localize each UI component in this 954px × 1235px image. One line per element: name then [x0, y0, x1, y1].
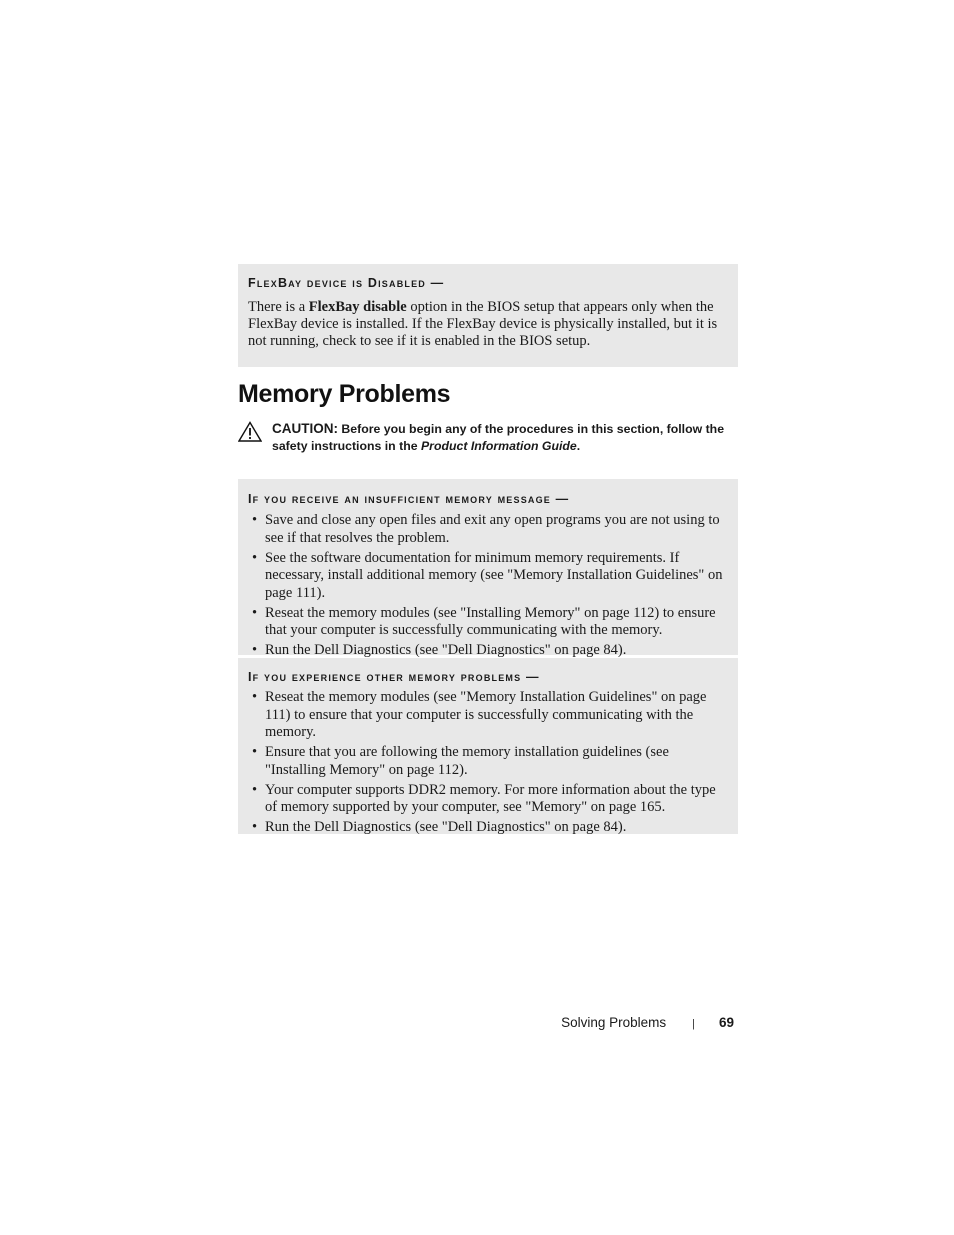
caution-label: CAUTION:	[272, 421, 338, 436]
page-footer	[561, 1015, 734, 1030]
list-item	[248, 550, 728, 603]
list-item-text: Save and close any open files and exit any open programs you are not using to see if that resolves the problem.	[265, 512, 720, 546]
caution-end: .	[576, 439, 581, 453]
bullet-icon: •	[252, 642, 258, 658]
bullet-icon: •	[252, 689, 258, 705]
list-item-text: Reseat the memory modules (see "Installing Memory" on page 112) to ensure that your computer is successfully communicating with the memory.	[265, 604, 716, 638]
list-item-text: Your computer supports DDR2 memory. For more information about the type of memory supported by your computer, see "Memory" on page 165.	[265, 781, 716, 815]
flexbay-heading: FlexBay device is Disabled —	[248, 276, 445, 290]
page-number: 69	[718, 1015, 734, 1030]
flexbay-paragraph	[248, 299, 728, 350]
other-memory-heading: If you experience other memory problems —	[248, 670, 540, 684]
insufficient-memory-list	[248, 512, 728, 660]
list-item	[248, 819, 728, 837]
list-item	[248, 605, 728, 640]
bullet-icon: •	[252, 781, 258, 798]
footer-separator: |	[692, 1018, 695, 1030]
list-item	[248, 744, 728, 779]
bullet-icon: •	[252, 604, 258, 621]
caution-text	[272, 420, 738, 455]
section-title: Memory Problems	[238, 380, 451, 408]
bullet-icon: •	[252, 819, 258, 835]
bullet-icon: •	[252, 744, 258, 760]
insufficient-memory-heading: If you receive an insufficient memory message —	[248, 492, 570, 506]
list-item	[248, 642, 728, 660]
flexbay-text-after: option in the BIOS setup that appears only when the FlexBay device is installed. If the FlexBay device is physically installed, but it is not running, check to see if it is enabled in the BIOS setup.	[248, 299, 718, 349]
insufficient-memory-box	[238, 479, 738, 658]
bullet-icon: •	[252, 512, 258, 528]
bullet-icon: •	[252, 549, 258, 566]
footer-section-name: Solving Problems	[561, 1015, 667, 1030]
caution-notice	[238, 420, 738, 455]
flexbay-bold-term: FlexBay disable	[308, 299, 407, 315]
list-item-text: Run the Dell Diagnostics (see "Dell Diagnostics" on page 84).	[265, 819, 627, 835]
warning-triangle-icon	[238, 421, 262, 442]
list-item	[248, 782, 728, 817]
list-item-text: Ensure that you are following the memory installation guidelines (see "Installing Memory" on page 112).	[265, 744, 669, 778]
caution-reference: Product Information Guide	[420, 439, 577, 453]
flexbay-text-before: There is a	[248, 299, 309, 315]
flexbay-box	[238, 264, 738, 367]
list-item	[248, 512, 728, 547]
other-memory-list	[248, 689, 728, 837]
list-item	[248, 689, 728, 742]
list-item-text: Run the Dell Diagnostics (see "Dell Diagnostics" on page 84).	[265, 642, 627, 658]
caution-body: Before you begin any of the procedures in this section, follow the safety instructions in the	[272, 422, 725, 453]
list-item-text: Reseat the memory modules (see "Memory Installation Guidelines" on page 111) to ensure that your computer is successfully communicating with the memory.	[265, 689, 707, 740]
other-memory-box	[238, 658, 738, 834]
list-item-text: See the software documentation for minimum memory requirements. If necessary, install additional memory (see "Memory Installation Guidelines" on page 111).	[265, 549, 723, 601]
